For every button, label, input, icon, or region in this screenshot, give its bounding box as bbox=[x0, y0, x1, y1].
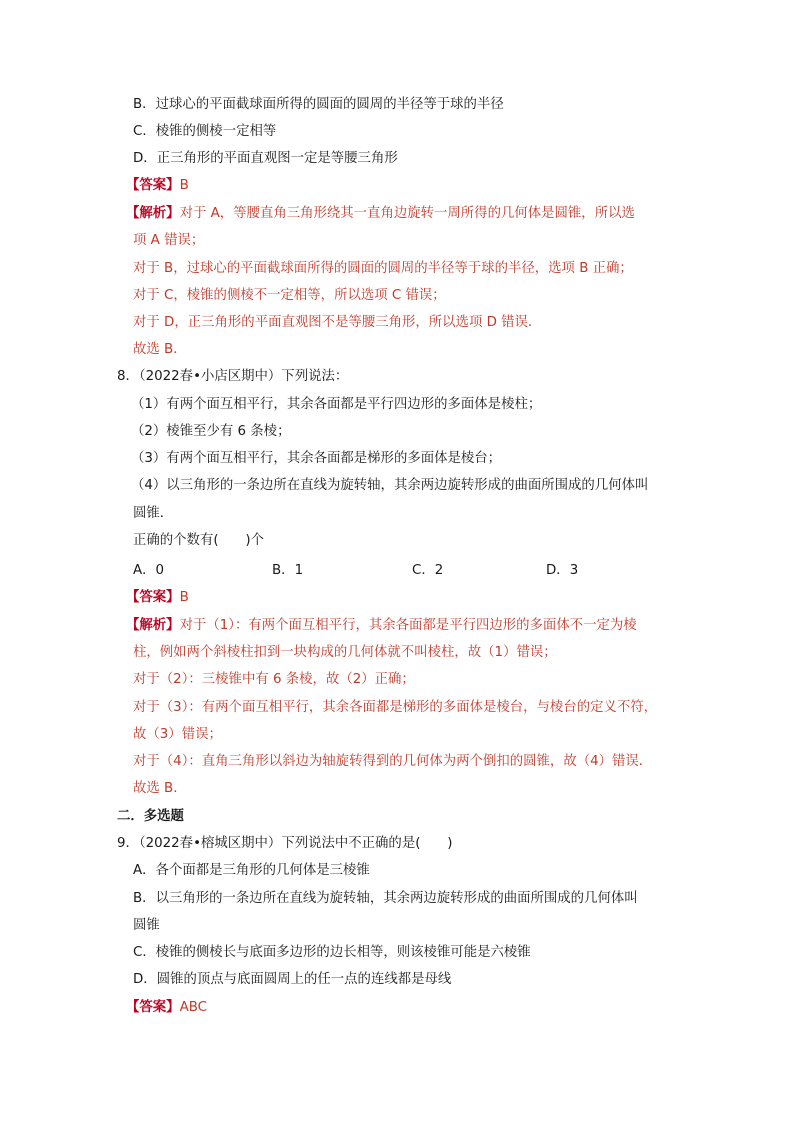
analysis-text: 对于 A，等腰直角三角形绕其一直角边旋转一周所得的几何体是圆锥，所以选 bbox=[179, 206, 635, 221]
analysis-text: 对于（1）：有两个面互相平行，其余各面都是平行四边形的多面体不一定为棱 bbox=[179, 618, 637, 633]
q8-statement-3: （3）有两个面互相平行，其余各面都是梯形的多面体是棱台； bbox=[131, 451, 502, 466]
q7-analysis-line-5: 对于 D，正三角形的平面直观图不是等腰三角形，所以选项 D 错误． bbox=[133, 315, 542, 330]
q8-option-a: A．0 bbox=[133, 563, 165, 578]
answer-value: B bbox=[179, 590, 189, 605]
q7-option-c: C．棱锥的侧棱一定相等 bbox=[133, 124, 277, 139]
q8-option-c: C．2 bbox=[412, 563, 444, 578]
q8-question: 正确的个数有( )个 bbox=[133, 533, 264, 548]
answer-tag: 【答案】 bbox=[126, 1000, 180, 1015]
answer-value: B bbox=[179, 178, 189, 193]
q7-option-d: D．正三角形的平面直观图一定是等腰三角形 bbox=[133, 151, 398, 166]
answer-tag: 【答案】 bbox=[126, 178, 180, 193]
q8-stem: 8．（2022春•小店区期中）下列说法： bbox=[117, 369, 349, 384]
q8-analysis-line-4: 对于（3）：有两个面互相平行，其余各面都是梯形的多面体是棱台，与棱台的定义不符， bbox=[133, 700, 658, 715]
answer-tag: 【答案】 bbox=[126, 590, 180, 605]
section-title-multi-choice: 二．多选题 bbox=[117, 809, 184, 824]
analysis-tag: 【解析】 bbox=[126, 618, 180, 633]
q7-answer bbox=[126, 177, 189, 195]
q7-analysis-line-4: 对于 C，棱锥的侧棱不一定相等，所以选项 C 错误； bbox=[133, 288, 446, 303]
q7-option-b: B．过球心的平面截球面所得的圆面的圆周的半径等于球的半径 bbox=[133, 97, 504, 112]
q8-analysis-line-1 bbox=[126, 617, 637, 635]
q8-statement-4-cont: 圆锥． bbox=[133, 506, 174, 521]
q7-analysis-line-1 bbox=[126, 205, 635, 223]
q9-option-b: B．以三角形的一条边所在直线为旋转轴，其余两边旋转形成的曲面所围成的几何体叫 bbox=[133, 891, 638, 906]
q8-statement-1: （1）有两个面互相平行，其余各面都是平行四边形的多面体是棱柱； bbox=[131, 397, 542, 412]
q8-analysis-line-6: 对于（4）：直角三角形以斜边为轴旋转得到的几何体为两个倒扣的圆锥，故（4）错误． bbox=[133, 754, 653, 769]
q8-statement-4: （4）以三角形的一条边所在直线为旋转轴，其余两边旋转形成的曲面所围成的几何体叫 bbox=[131, 478, 649, 493]
q9-answer bbox=[126, 999, 207, 1017]
q7-analysis-line-6: 故选 B． bbox=[133, 342, 187, 357]
q9-option-a: A．各个面都是三角形的几何体是三棱锥 bbox=[133, 863, 370, 878]
q7-analysis-line-3: 对于 B，过球心的平面截球面所得的圆面的圆周的半径等于球的半径，选项 B 正确； bbox=[133, 261, 633, 276]
q9-option-b-cont: 圆锥 bbox=[133, 918, 160, 933]
q8-analysis-line-3: 对于（2）：三棱锥中有 6 条棱，故（2）正确； bbox=[133, 672, 415, 687]
q8-analysis-line-2: 柱，例如两个斜棱柱扣到一块构成的几何体就不叫棱柱，故（1）错误； bbox=[133, 645, 557, 660]
q9-stem: 9．（2022春•榕城区期中）下列说法中不正确的是( ) bbox=[117, 836, 453, 851]
q8-statement-2: （2）棱锥至少有 6 条棱； bbox=[131, 424, 291, 439]
q9-option-d: D．圆锥的顶点与底面圆周上的任一点的连线都是母线 bbox=[133, 972, 452, 987]
q8-option-b: B．1 bbox=[272, 563, 304, 578]
answer-value: ABC bbox=[179, 1000, 208, 1015]
q8-answer bbox=[126, 589, 189, 607]
q9-option-c: C．棱锥的侧棱长与底面多边形的边长相等，则该棱锥可能是六棱锥 bbox=[133, 945, 531, 960]
q8-analysis-line-5: 故（3）错误； bbox=[133, 727, 222, 742]
analysis-tag: 【解析】 bbox=[126, 206, 180, 221]
q7-analysis-line-2: 项 A 错误； bbox=[133, 233, 205, 248]
q8-analysis-line-7: 故选 B． bbox=[133, 781, 187, 796]
q8-option-d: D．3 bbox=[546, 563, 579, 578]
